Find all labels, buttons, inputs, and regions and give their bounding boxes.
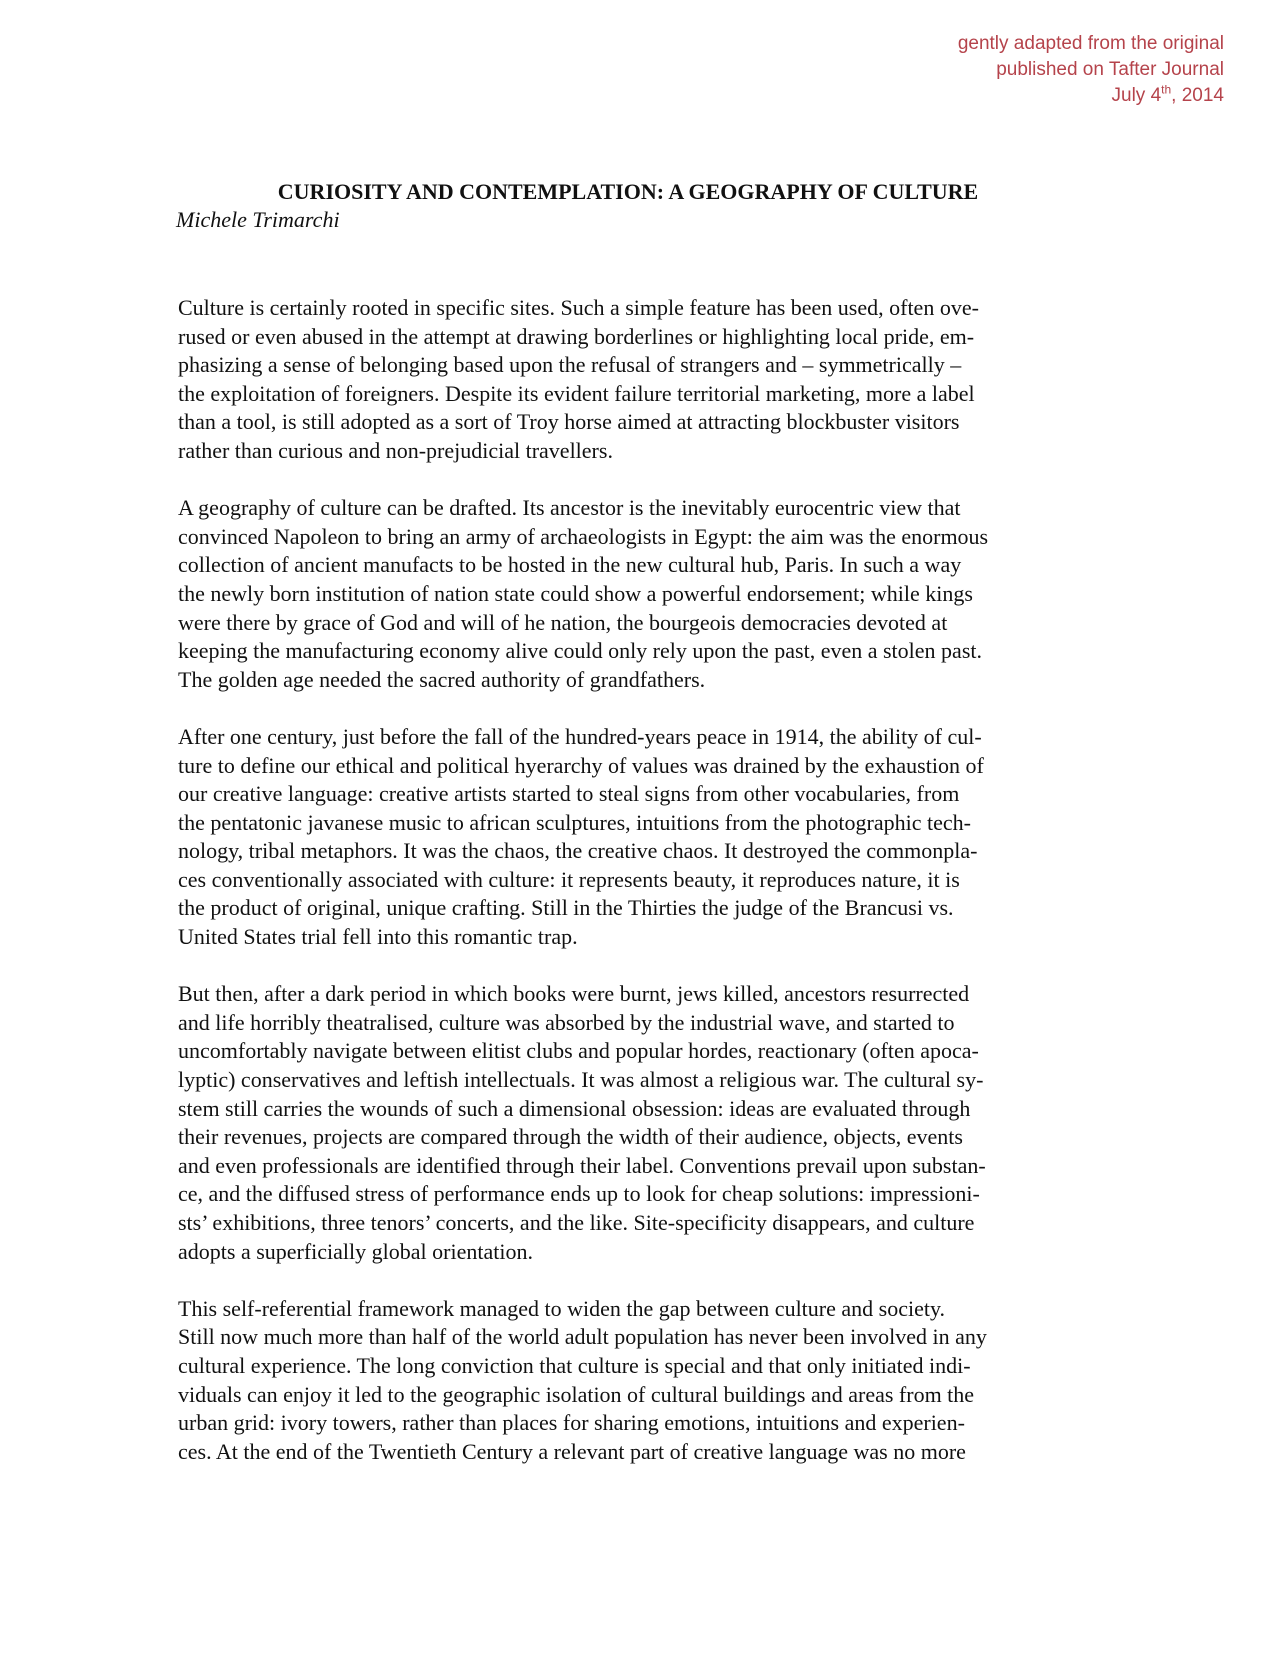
article-author: Michele Trimarchi xyxy=(176,207,340,232)
text-line: ture to define our ethical and political hyerarchy of values was drained by the exhaustion of xyxy=(178,752,984,778)
text-line: our creative language: creative artists started to steal signs from other vocabularies, from xyxy=(178,781,960,807)
article-title: CURIOSITY AND CONTEMPLATION: A GEOGRAPHY OF CULTURE xyxy=(277,179,979,204)
text-line: United States trial fell into this romantic trap. xyxy=(178,924,578,950)
paragraph-1 xyxy=(178,294,1118,466)
source-note xyxy=(958,31,1224,109)
text-line: sts’ exhibitions, three tenors’ concerts, and the like. Site-specificity disappears, and culture xyxy=(178,1210,975,1235)
source-note-line-2: published on Tafter Journal xyxy=(996,59,1224,80)
date-ordinal: th xyxy=(1161,82,1172,97)
text-line: Still now much more than half of the world adult population has never been involved in any xyxy=(178,1324,987,1350)
text-line: After one century, just before the fall of the hundred-years peace in 1914, the ability of cul- xyxy=(178,723,982,749)
date-suffix: , 2014 xyxy=(1171,85,1224,106)
text-line: rather than curious and non-prejudicial travellers. xyxy=(178,437,613,463)
text-line: lyptic) conservatives and leftish intellectuals. It was almost a religious war. The cultural sy- xyxy=(178,1067,984,1093)
paragraph-4 xyxy=(178,980,1118,1266)
source-note-date xyxy=(958,83,1224,109)
paragraph-3 xyxy=(178,723,1118,952)
text-line: uncomfortably navigate between elitist clubs and popular hordes, reactionary (often apoca- xyxy=(178,1038,979,1064)
date-prefix: July 4 xyxy=(1111,85,1162,106)
text-line: The golden age needed the sacred authority of grandfathers. xyxy=(178,666,706,692)
source-note-line-1: gently adapted from the original xyxy=(957,33,1224,54)
text-line: nology, tribal metaphors. It was the chaos, the creative chaos. It destroyed the commonpla- xyxy=(178,838,978,864)
text-line: the pentatonic javanese music to african sculptures, intuitions from the photographic tech- xyxy=(178,809,971,835)
paragraph-5 xyxy=(178,1295,1118,1467)
text-line: collection of ancient manufacts to be hosted in the new cultural hub, Paris. In such a way xyxy=(178,552,962,578)
text-line: the product of original, unique crafting. Still in the Thirties the judge of the Brancusi vs. xyxy=(178,895,954,921)
text-line: their revenues, projects are compared through the width of their audience, objects, events xyxy=(178,1124,963,1150)
text-line: and life horribly theatralised, culture was absorbed by the industrial wave, and started to xyxy=(178,1009,955,1035)
text-line: and even professionals are identified through their label. Conventions prevail upon substan- xyxy=(178,1152,986,1178)
text-line: keeping the manufacturing economy alive could only rely upon the past, even a stolen past. xyxy=(178,638,982,664)
article-body xyxy=(178,294,1118,1495)
text-line: stem still carries the wounds of such a dimensional obsession: ideas are evaluated through xyxy=(178,1095,971,1121)
text-line: ces. At the end of the Twentieth Century a relevant part of creative language was no more xyxy=(178,1438,966,1464)
text-line: viduals can enjoy it led to the geographic isolation of cultural buildings and areas from the xyxy=(178,1381,975,1407)
text-line: the exploitation of foreigners. Despite its evident failure territorial marketing, more a label xyxy=(178,380,975,406)
text-line: the newly born institution of nation state could show a powerful endorsement; while kings xyxy=(178,580,973,606)
text-line: This self-referential framework managed to widen the gap between culture and society. xyxy=(178,1295,946,1321)
text-line: urban grid: ivory towers, rather than places for sharing emotions, intuitions and experien- xyxy=(178,1410,965,1436)
text-line: convinced Napoleon to bring an army of archaeologists in Egypt: the aim was the enormous xyxy=(178,523,989,549)
text-line: adopts a superficially global orientation. xyxy=(178,1238,533,1264)
text-line: rused or even abused in the attempt at drawing borderlines or highlighting local pride, em- xyxy=(178,323,975,349)
text-line: Culture is certainly rooted in specific sites. Such a simple feature has been used, often ove- xyxy=(178,295,979,320)
article-header xyxy=(176,178,1080,234)
text-line: were there by grace of God and will of he nation, the bourgeois democracies devoted at xyxy=(178,609,948,635)
text-line: cultural experience. The long conviction that culture is special and that only initiated indi- xyxy=(178,1352,971,1378)
text-line: ce, and the diffused stress of performance ends up to look for cheap solutions: impressioni- xyxy=(178,1181,980,1207)
text-line: than a tool, is still adopted as a sort of Troy horse aimed at attracting blockbuster visitors xyxy=(178,409,960,435)
text-line: ces conventionally associated with culture: it represents beauty, it reproduces nature, it is xyxy=(178,866,960,892)
text-line: A geography of culture can be drafted. Its ancestor is the inevitably eurocentric view that xyxy=(178,495,961,521)
text-line: But then, after a dark period in which books were burnt, jews killed, ancestors resurrected xyxy=(178,981,970,1007)
text-line: phasizing a sense of belonging based upon the refusal of strangers and – symmetrically – xyxy=(178,352,962,378)
paragraph-2 xyxy=(178,494,1118,694)
